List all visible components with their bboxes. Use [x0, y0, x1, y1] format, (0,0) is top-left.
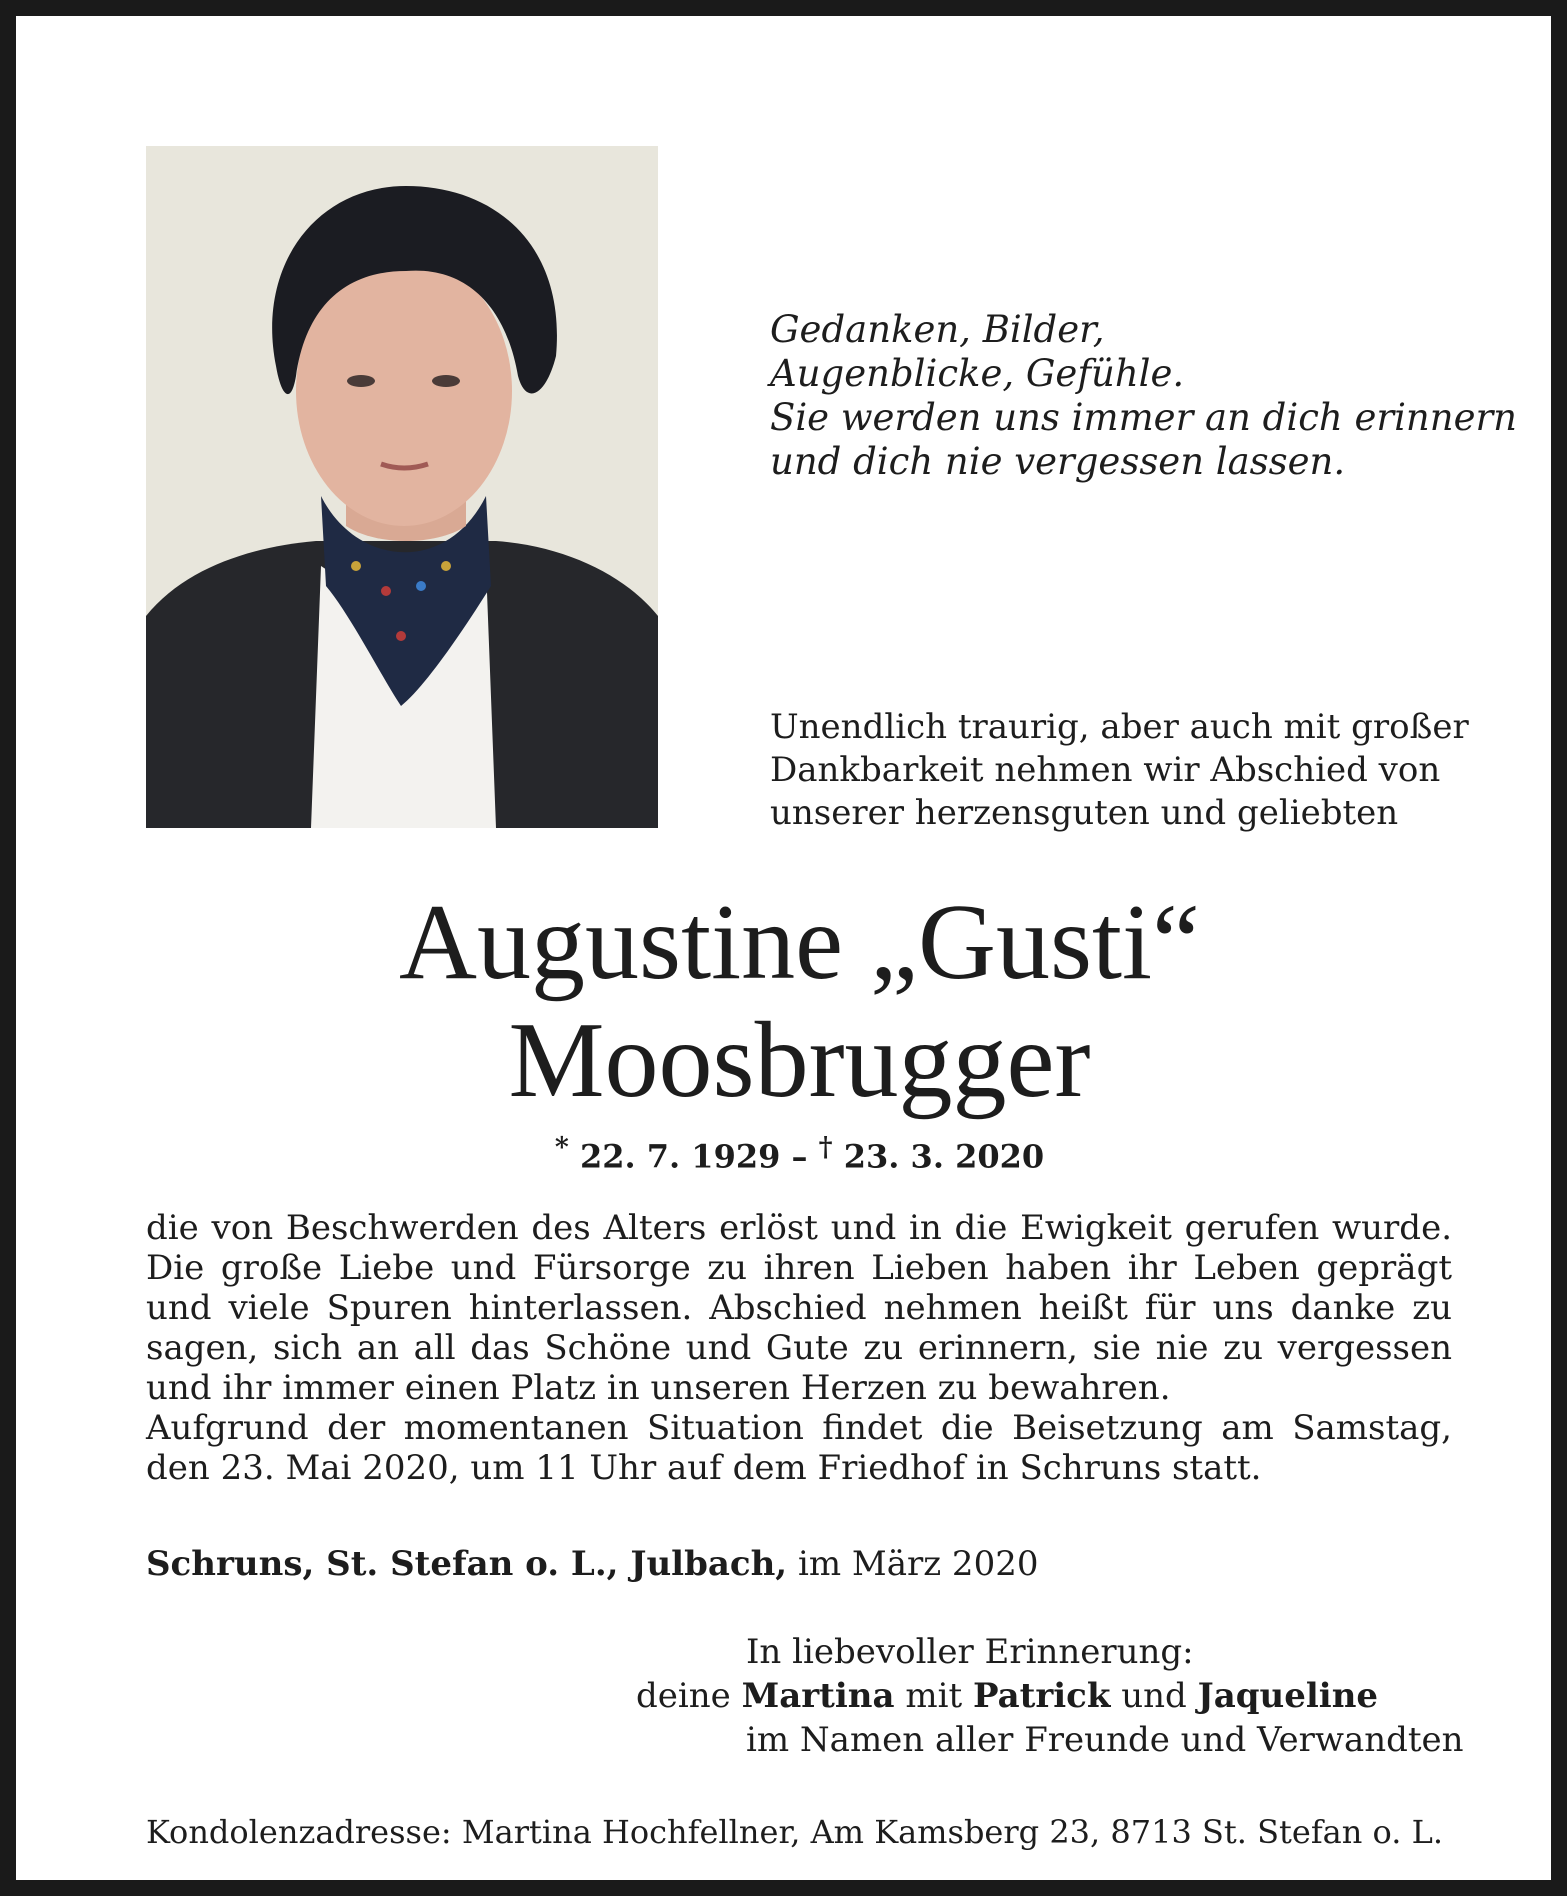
- intro-line: unserer herzensguten und geliebten: [770, 793, 1399, 833]
- mourner-name: Jaqueline: [1197, 1676, 1379, 1716]
- birth-date: 22. 7. 1929: [579, 1137, 781, 1176]
- birth-symbol: *: [554, 1132, 569, 1163]
- joiner: mit: [905, 1676, 963, 1716]
- place-and-date: [146, 1544, 1038, 1584]
- poem-line: Augenblicke, Gefühle.: [770, 352, 1185, 395]
- deceased-name-first: Augustine „Gusti“: [399, 883, 1200, 1002]
- locations: Schruns, St. Stefan o. L., Julbach,: [146, 1544, 788, 1584]
- poem-line: Gedanken, Bilder,: [770, 308, 1105, 351]
- joiner: und: [1121, 1676, 1187, 1716]
- portrait-photo: [146, 146, 658, 828]
- life-dates: [16, 1128, 1567, 1177]
- signature-prefix: deine: [636, 1676, 731, 1716]
- intro-text: [770, 706, 1469, 835]
- signature-names: [636, 1674, 1464, 1718]
- body-paragraph: die von Beschwerden des Alters erlöst und in die Ewigkeit gerufen wurde. Die große Liebe und Fürsorge zu ihren Lieben haben ihr Leben geprägt und viele Spuren hinterlassen. Abschied nehmen heißt für uns danke zu sagen, sich an all das Schöne und Gute zu erinnern, sie nie zu vergessen und ihr immer einen Platz in unseren Herzen zu bewahren.: [146, 1208, 1452, 1408]
- mourner-name: Martina: [741, 1676, 895, 1716]
- mourner-name: Patrick: [972, 1676, 1111, 1716]
- poem-line: und dich nie vergessen lassen.: [770, 440, 1346, 483]
- funeral-info: Aufgrund der momentanen Situation findet die Beisetzung am Samstag, den 23. Mai 2020, um 11 Uhr auf dem Friedhof in Schruns statt.: [146, 1408, 1452, 1488]
- date-separator: –: [780, 1137, 819, 1176]
- deceased-name-last: Moosbrugger: [508, 1001, 1091, 1120]
- month-year: im März 2020: [797, 1544, 1039, 1584]
- intro-line: Dankbarkeit nehmen wir Abschied von: [770, 750, 1441, 790]
- signature-closing: im Namen aller Freunde und Verwandten: [746, 1720, 1464, 1760]
- condolence-address: Kondolenzadresse: Martina Hochfellner, Am Kamsberg 23, 8713 St. Stefan o. L.: [146, 1813, 1443, 1851]
- death-date: 23. 3. 2020: [843, 1137, 1045, 1176]
- death-symbol: †: [818, 1132, 833, 1163]
- portrait-illustration: [146, 146, 658, 828]
- signature-heading: In liebevoller Erinnerung:: [746, 1632, 1194, 1672]
- signature-block: [636, 1630, 1464, 1762]
- memorial-poem: [770, 308, 1517, 484]
- intro-line: Unendlich traurig, aber auch mit großer: [770, 707, 1469, 747]
- poem-line: Sie werden uns immer an dich erinnern: [770, 396, 1517, 439]
- obituary-body: [146, 1208, 1452, 1488]
